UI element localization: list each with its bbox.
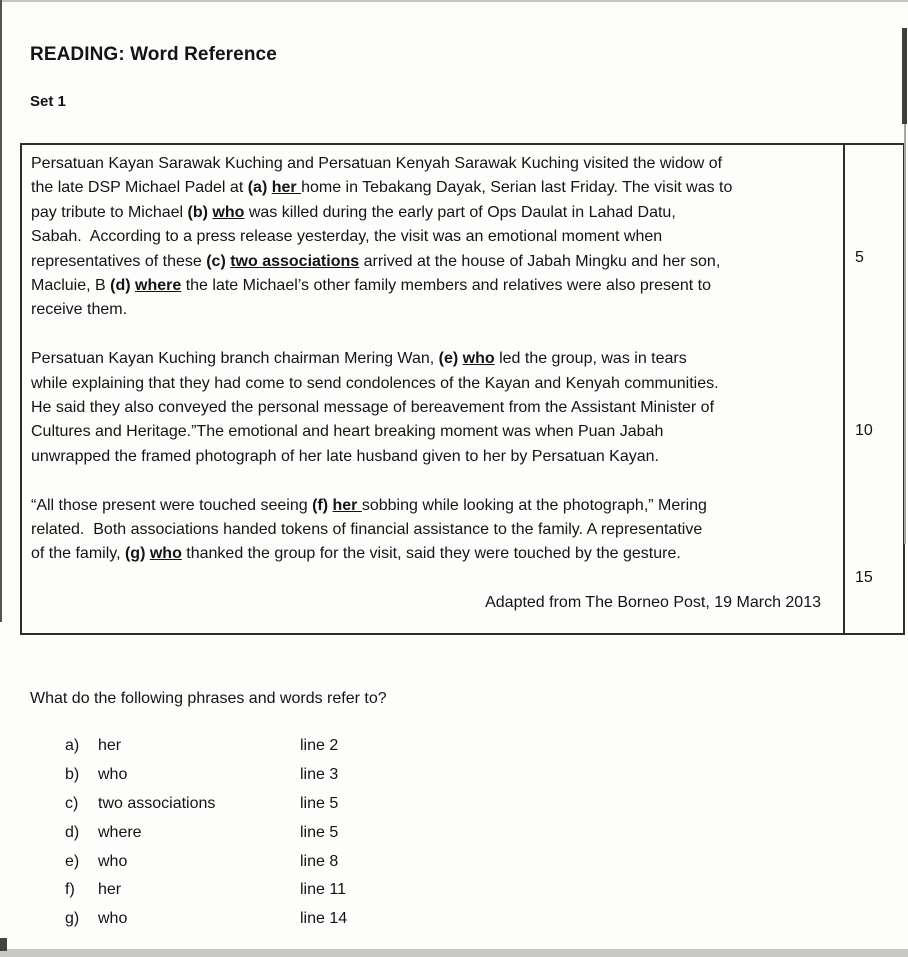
set-label: Set 1 — [30, 93, 66, 110]
item-line-ref: line 3 — [300, 766, 339, 784]
passage-text — [22, 145, 843, 633]
passage-paragraph-1: Persatuan Kayan Sarawak Kuching and Persatuan Kenyah Sarawak Kuching visited the widow of the late DSP Michael Padel at (a) her home in Tebakang Dayak, Serian last Friday. The visit was to pay tribute to Michael (b) who was killed during the early part of Ops Daulat in Lahad Datu, Sabah. According to a press release yesterday, the visit was an emotional moment when representatives of these (c) two associations arrived at the house of Jabah Mingku and her son, Macluie, B (d) where the late Michael’s other family members and relatives were also present to receive them. — [31, 155, 733, 319]
item-letter: d) — [65, 823, 80, 841]
item-line-ref: line 8 — [300, 852, 339, 870]
passage-paragraph-2: Persatuan Kayan Kuching branch chairman Mering Wan, (e) who led the group, was in tears while explaining that they had come to send condolences of the Kayan and Kenyah communities. He said they also conveyed the personal message of bereavement from the Assistant Minister of Cultures and Heritage.”The emotional and heart breaking moment was when Puan Jabah unwrapped the framed photograph of her late husband given to her by Persatuan Kayan. — [31, 350, 719, 465]
question-item-a — [65, 732, 908, 761]
line-number-15: 15 — [855, 569, 873, 586]
item-letter: f) — [65, 881, 75, 899]
item-letter: c) — [65, 794, 79, 812]
item-line-ref: line 5 — [300, 794, 339, 812]
item-word: her — [98, 737, 122, 755]
item-letter: a) — [65, 737, 80, 755]
item-letter: g) — [65, 910, 80, 928]
question-list — [65, 732, 908, 934]
question-item-d — [65, 818, 908, 847]
passage-attribution: Adapted from The Borneo Post, 19 March 2013 — [485, 594, 821, 612]
question-item-g — [65, 905, 908, 934]
line-number-10: 10 — [855, 422, 873, 439]
item-word: who — [98, 766, 128, 784]
scan-artifact-right-bar — [902, 28, 907, 124]
scan-artifact-top-edge — [0, 0, 908, 2]
scan-artifact-right-edge — [904, 124, 906, 544]
question-item-e — [65, 847, 908, 876]
scan-artifact-corner-mark — [0, 938, 7, 951]
item-letter: e) — [65, 852, 80, 870]
item-line-ref: line 11 — [300, 881, 346, 899]
item-line-ref: line 14 — [300, 910, 348, 928]
passage-paragraph-3: “All those present were touched seeing (f) her sobbing while looking at the photograph,” Mering related. Both associations handed tokens of financial assistance to the family. A representative of the family, (g) who thanked the group for the visit, said they were touched by the gesture. — [31, 496, 707, 563]
question-item-f — [65, 876, 908, 905]
item-word: who — [98, 852, 128, 870]
question-prompt: What do the following phrases and words refer to? — [30, 690, 387, 707]
passage-box — [20, 143, 905, 635]
scan-artifact-bottom-edge — [0, 949, 908, 957]
scan-artifact-left-edge — [0, 0, 2, 622]
line-number-5: 5 — [855, 249, 864, 266]
line-number-column — [843, 145, 903, 633]
item-word: where — [98, 823, 142, 841]
page-title: READING: Word Reference — [30, 44, 277, 65]
item-word: two associations — [98, 794, 216, 812]
item-word: her — [98, 881, 122, 899]
item-word: who — [98, 910, 128, 928]
item-line-ref: line 2 — [300, 737, 339, 755]
question-item-c — [65, 790, 908, 819]
item-line-ref: line 5 — [300, 823, 339, 841]
question-item-b — [65, 761, 908, 790]
item-letter: b) — [65, 766, 80, 784]
